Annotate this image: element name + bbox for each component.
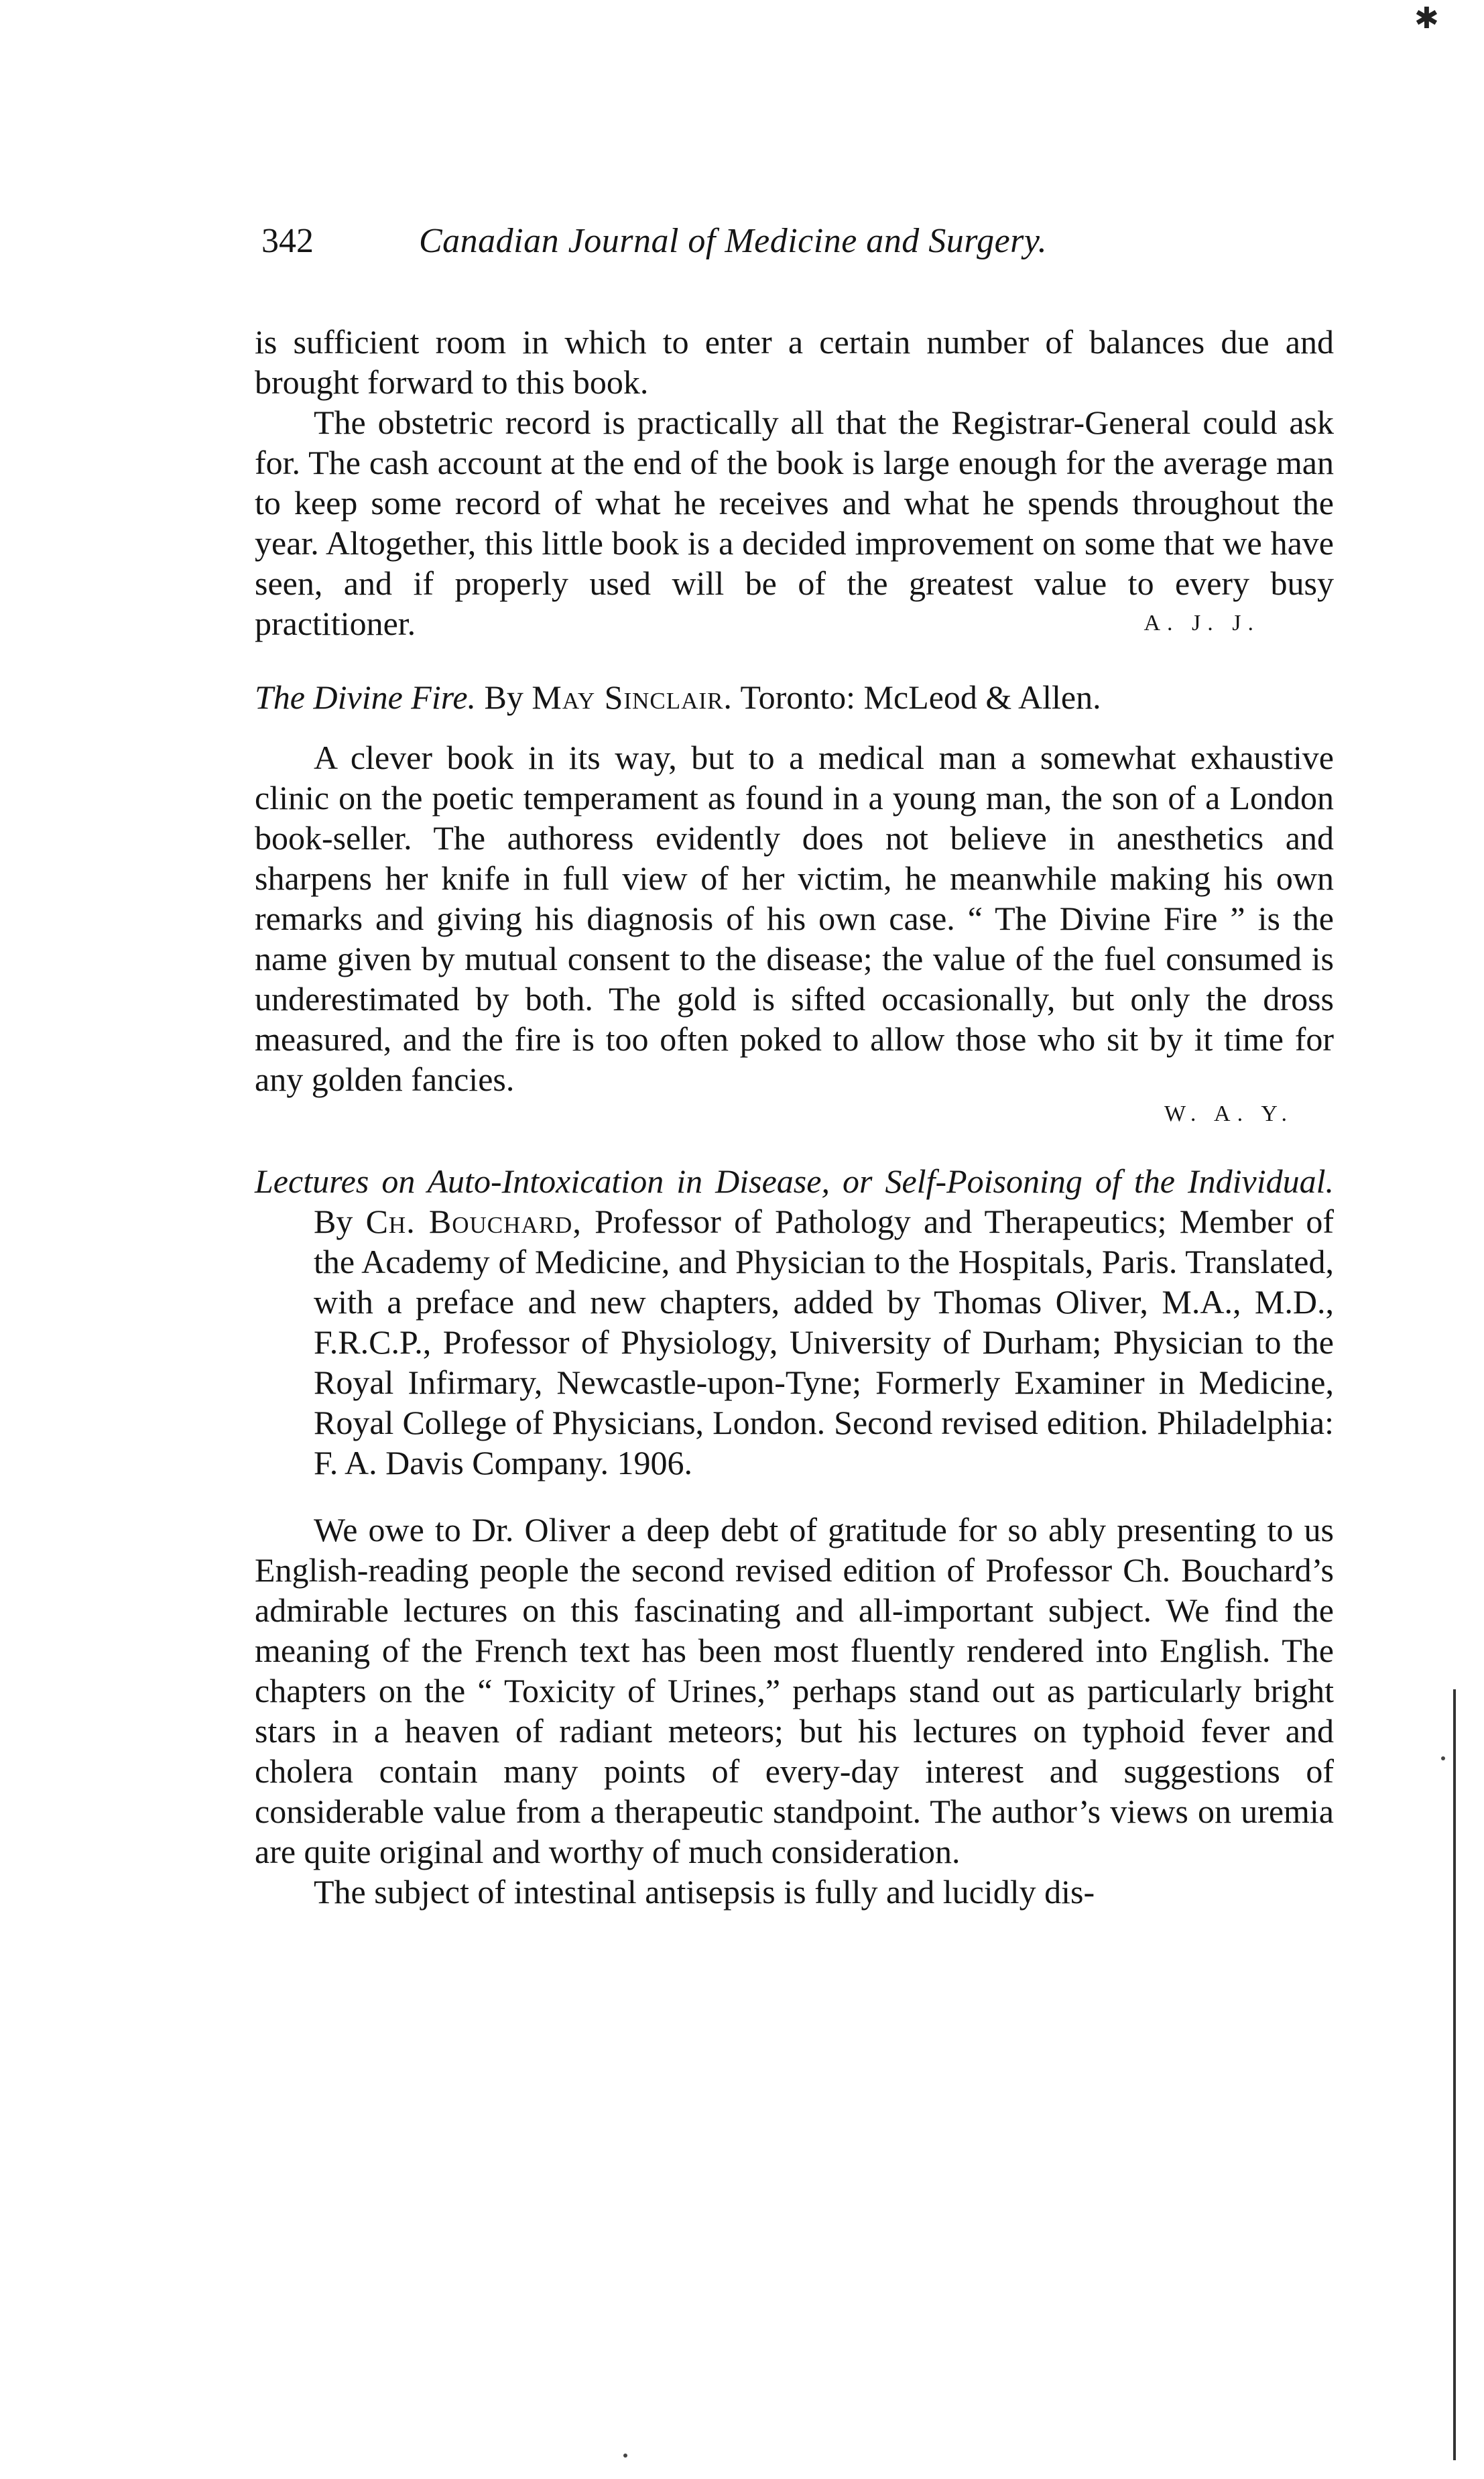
review3-paragraph-continued: The subject of intestinal antisepsis is fully and lucidly dis-: [314, 1873, 1095, 1911]
running-head: Canadian Journal of Medicine and Surgery.: [419, 222, 1048, 260]
corner-stamp-mark: ✱: [1414, 1, 1439, 36]
review2-body: A clever book in its way, but to a medical man a somewhat exhaustive clinic on the poetic temperament as found in a young man, the son of a London book-seller. The authoress evidently does not believe in anesthetics and sharpens her knife in full view of her victim, he meanwhile making his own remarks and giving his diagnosis of his own case. “ The Divine Fire ” is the name given by mutual consent to the disease; the value of the fuel consumed is underestimated by both. The gold is sifted occasionally, but only the dross measured, and the fire is too often poked to allow those who sit by it time for any golden fancies.: [255, 739, 1334, 1098]
review3-author: Ch. Bouchard,: [365, 1203, 582, 1240]
page-number: 342: [261, 222, 314, 260]
edge-dot: [1441, 1756, 1445, 1760]
review2-publisher: Toronto: McLeod & Allen.: [740, 678, 1101, 716]
review2-citation: [255, 677, 1334, 717]
review2-by: By: [484, 678, 523, 716]
journal-page: [255, 221, 1334, 1912]
review1-signature: A. J. J.: [1143, 611, 1260, 636]
page-header: [255, 221, 1334, 275]
review1-continuation: is sufficient room in which to enter a certain number of balances due and brought forward to this book.: [255, 323, 1334, 401]
review2-title: The Divine Fire.: [255, 678, 477, 716]
review2-author: May Sinclair.: [532, 678, 733, 716]
review3-details: Professor of Pathology and Therapeutics; Member of the Academy of Medicine, and Physician to the Hospitals, Paris. Translated, with a preface and new chapters, added by Thomas Oliver, M.A., M.D., F.R.C.P., Professor of Physiology, University of Durham; Physician to the Royal Infirmary, Newcastle-upon-Tyne; Formerly Examiner in Medicine, Royal College of Physicians, London. Second revised edition. Philadelphia: F. A. Davis Company. 1906.: [314, 1203, 1335, 1482]
review3-by: By: [314, 1203, 353, 1240]
review3-title: Lectures on Auto-Intoxication in Disease, or Self-Poisoning of the Individual.: [255, 1162, 1334, 1200]
review3-paragraph: We owe to Dr. Oliver a deep debt of gratitude for so ably presenting to us English-reading people the second revised edition of Professor Ch. Bouchard’s admirable lectures on this fascinating and all-important subject. We find the meaning of the French text has been most fluently rendered into English. The chapters on the “ Toxicity of Urines,” perhaps stand out as particularly bright stars in a heaven of radiant meteors; but his lectures on typhoid fever and cholera contain many points of every-day interest and suggestions of considerable value from a therapeutic standpoint. The author’s views on uremia are quite original and worthy of much consideration.: [255, 1511, 1334, 1870]
edge-dot: [623, 2454, 627, 2458]
review1-paragraph: The obstetric record is practically all that the Registrar-General could ask for. The cash account at the end of the book is large enough for the average man to keep some record of what he receives and what he spends throughout the year. Altogether, this little book is a decided improvement on some that we have seen, and if properly used will be of the greatest value to every busy practitioner.: [255, 404, 1334, 642]
review3-citation: [255, 1161, 1334, 1483]
page-edge-line: [1453, 1689, 1456, 2460]
review2-signature: W. A. Y.: [1164, 1101, 1294, 1126]
